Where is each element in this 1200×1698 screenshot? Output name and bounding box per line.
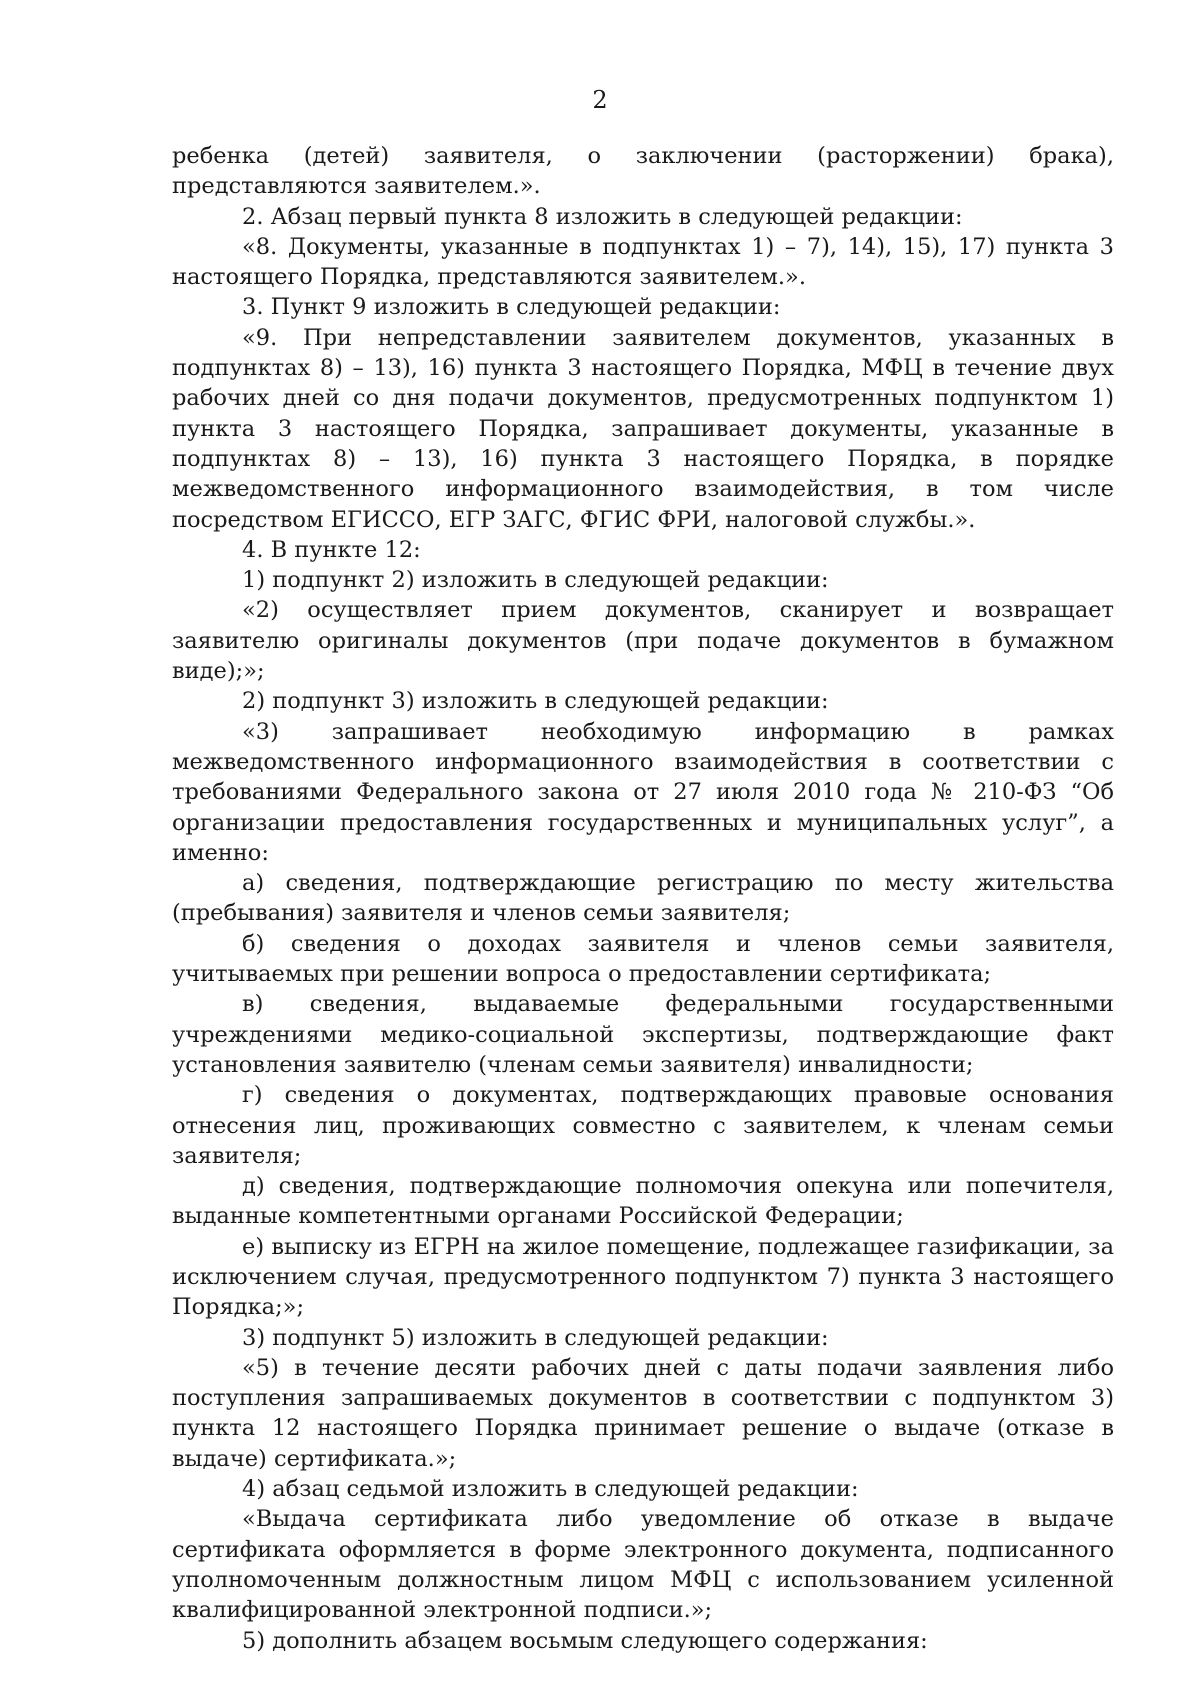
paragraph: ребенка (детей) заявителя, о заключении (расторжении) брака), представляются заявителем.». bbox=[172, 143, 1114, 200]
paragraph: 4. В пункте 12: bbox=[242, 536, 421, 563]
paragraph: «9. При непредставлении заявителем документов, указанных в подпунктах 8) – 13), 16) пункта 3 настоящего Порядка, МФЦ в течение двух рабочих дней со дня подачи документов, предусмотренных подпунктом 1) пункта 3 настоящего Порядка, запрашивает документы, указанные в подпунктах 8) – 13), 16) пункта 3 настоящего Порядка, в порядке межведомственного информационного взаимодействия, в том числе посредством ЕГИССО, ЕГР ЗАГС, ФГИС ФРИ, налоговой службы.». bbox=[172, 324, 1114, 533]
paragraph: а) сведения, подтверждающие регистрацию по месту жительства (пребывания) заявителя и членов семьи заявителя; bbox=[172, 870, 1114, 927]
paragraph: «5) в течение десяти рабочих дней с даты подачи заявления либо поступления запрашиваемых документов в соответствии с подпунктом 3) пункта 12 настоящего Порядка принимает решение о выдаче (отказе в выдаче) сертификата.»; bbox=[172, 1354, 1114, 1472]
paragraph: 5) дополнить абзацем восьмым следующего содержания: bbox=[242, 1627, 928, 1654]
paragraph: е) выписку из ЕГРН на жилое помещение, подлежащее газификации, за исключением случая, предусмотренного подпунктом 7) пункта 3 настоящего Порядка;»; bbox=[172, 1233, 1114, 1321]
paragraph: г) сведения о документах, подтверждающих правовые основания отнесения лиц, проживающих совместно с заявителем, к членам семьи заявителя; bbox=[172, 1082, 1114, 1169]
paragraph: д) сведения, подтверждающие полномочия опекуна или попечителя, выданные компетентными органами Российской Федерации; bbox=[172, 1173, 1114, 1230]
paragraph: б) сведения о доходах заявителя и членов семьи заявителя, учитываемых при решении вопроса о предоставлении сертификата; bbox=[172, 930, 1114, 988]
paragraph: 2) подпункт 3) изложить в следующей редакции: bbox=[242, 688, 829, 715]
paragraph: 2. Абзац первый пункта 8 изложить в следующей редакции: bbox=[242, 203, 963, 230]
paragraph: «3) запрашивает необходимую информацию в рамках межведомственного информационного взаимодействия в соответствии с требованиями Федерального закона от 27 июля 2010 года № 210-ФЗ “Об организации предоставления государственных и муниципальных услуг”, а именно: bbox=[172, 718, 1114, 866]
paragraph: 3. Пункт 9 изложить в следующей редакции: bbox=[242, 294, 781, 321]
paragraph: «2) осуществляет прием документов, сканирует и возвращает заявителю оригиналы документов (при подаче документов в бумажном виде);»; bbox=[172, 597, 1114, 685]
paragraph: «Выдача сертификата либо уведомление об отказе в выдаче сертификата оформляется в форме электронного документа, подписанного уполномоченным должностным лицом МФЦ с использованием усиленной квалифицированной электронной подписи.»; bbox=[172, 1506, 1114, 1624]
page-number: 2 bbox=[592, 86, 608, 114]
document-body bbox=[172, 141, 1114, 1656]
paragraph: 4) абзац седьмой изложить в следующей редакции: bbox=[242, 1476, 859, 1503]
paragraph: «8. Документы, указанные в подпунктах 1) – 7), 14), 15), 17) пункта 3 настоящего Порядка, представляются заявителем.». bbox=[172, 233, 1114, 291]
paragraph: в) сведения, выдаваемые федеральными государственными учреждениями медико-социальной экспертизы, подтверждающие факт установления заявителю (членам семьи заявителя) инвалидности; bbox=[172, 991, 1114, 1078]
paragraph: 3) подпункт 5) изложить в следующей редакции: bbox=[242, 1324, 829, 1351]
paragraph: 1) подпункт 2) изложить в следующей редакции: bbox=[242, 567, 829, 594]
